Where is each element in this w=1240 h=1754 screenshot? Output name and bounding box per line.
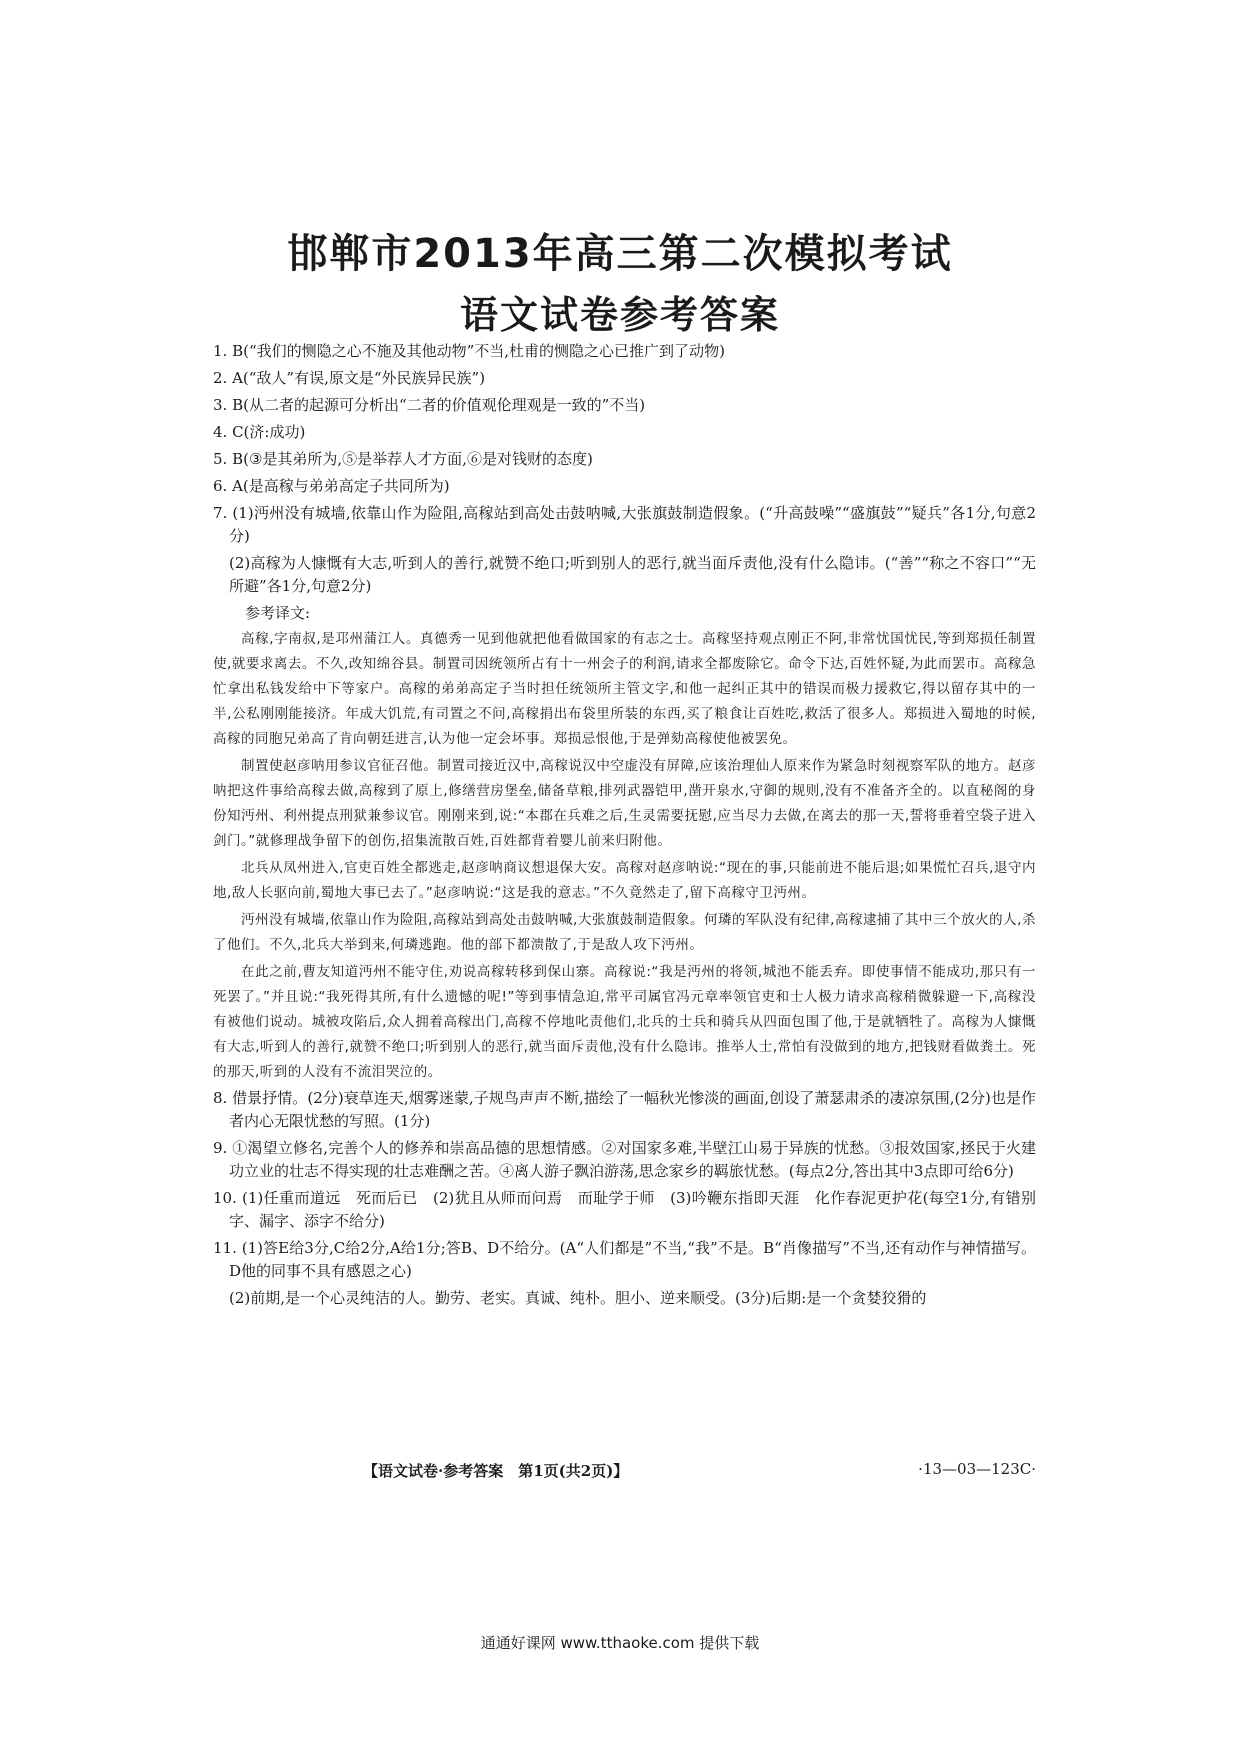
translation-label: 参考译文: xyxy=(245,604,311,622)
answer-subitem: (2)前期,是一个心灵纯洁的人。勤劳、老实。真诚、纯朴。胆小、逆来顺受。(3分)后期:是一个贪婪狡猾的 xyxy=(229,1289,927,1307)
answer-item: 6. A(是高稼与弟弟高定子共同所为) xyxy=(213,477,450,495)
answer-item: 11. (1)答E给3分,C给2分,A给1分;答B、D不给分。(A“人们都是”不当,“我”不是。B“肖像描写”不当,还有动作与神情描写。D他的同事不具有感恩之心) xyxy=(213,1239,1036,1280)
answer-item: 3. B(从二者的起源可分析出“二者的价值观伦理观是一致的”不当) xyxy=(213,396,646,414)
translation-paragraph: 在此之前,曹友知道沔州不能守住,劝说高稼转移到保山寨。高稼说:“我是沔州的将领,城池不能丢弃。即使事情不能成功,那只有一死罢了。”并且说:“我死得其所,有什么遗憾的呢!”等到事情急迫,常平司属官冯元章率领官吏和士人极力请求高稼稍微躲避一下,高稼没有被他们说动。城被攻陷后,众人拥着高稼出门,高稼不停地叱责他们,北兵的士兵和骑兵从四面包围了他,于是就牺牲了。高稼为人慷慨有大志,听到人的善行,就赞不绝口;听到别人的恶行,就当面斥责他,没有什么隐讳。推举人士,常怕有没做到的地方,把钱财看做粪土。死的那天,听到的人没有不流泪哭泣的。 xyxy=(213,964,1036,1080)
answer-key-title: 语文试卷参考答案 xyxy=(459,293,780,337)
answer-item: 5. B(③是其弟所为,⑤是举荐人才方面,⑥是对钱财的态度) xyxy=(213,450,593,468)
download-credit: 通通好课网 www.tthaoke.com 提供下载 xyxy=(480,1634,760,1652)
answer-subitem: (2)高稼为人慷慨有大志,听到人的善行,就赞不绝口;听到别人的恶行,就当面斥责他,没有什么隐讳。(“善”“称之不容口”“无所避”各1分,句意2分) xyxy=(229,554,1036,595)
answer-item: 2. A(“敌人”有误,原文是“外民族异民族”) xyxy=(213,369,486,387)
answer-item: 1. B(“我们的恻隐之心不施及其他动物”不当,杜甫的恻隐之心已推广到了动物) xyxy=(213,342,725,360)
answer-item: 10. (1)任重而道远 死而后已 (2)犹且从师而问焉 而耻学于师 (3)吟鞭东指即天涯 化作春泥更护花(每空1分,有错别字、漏字、添字不给分) xyxy=(213,1189,1036,1230)
translation-paragraph: 制置使赵彦呐用参议官征召他。制置司接近汉中,高稼说汉中空虚没有屏障,应该治理仙人原来作为紧急时刻视察军队的地方。赵彦呐把这件事给高稼去做,高稼到了原上,修缮营房堡垒,储备草粮,排列武器铠甲,凿开泉水,守御的规则,没有不准备齐全的。以直秘阁的身份知沔州、利州提点刑狱兼参议官。刚刚来到,说:“本郡在兵难之后,生灵需要抚慰,应当尽力去做,在离去的那一天,誓将垂着空袋子进入剑门。”就修理战争留下的创伤,招集流散百姓,百姓都背着婴儿前来归附他。 xyxy=(213,758,1036,849)
answer-item: 4. C(济:成功) xyxy=(213,423,306,441)
answer-body xyxy=(213,340,1036,1314)
answer-item: 7. (1)沔州没有城墙,依靠山作为险阻,高稼站到高处击鼓呐喊,大张旗鼓制造假象。(“升高鼓噪”“盛旗鼓”“疑兵”各1分,句意2分) xyxy=(213,504,1036,545)
translation-paragraph: 沔州没有城墙,依靠山作为险阻,高稼站到高处击鼓呐喊,大张旗鼓制造假象。何璘的军队没有纪律,高稼逮捕了其中三个放火的人,杀了他们。不久,北兵大举到来,何璘逃跑。他的部下都溃散了,于是敌人攻下沔州。 xyxy=(213,912,1036,953)
footer-page-info: 【语文试卷·参考答案 第1页(共2页)】 xyxy=(363,1462,629,1480)
footer-code: ·13—03—123C· xyxy=(918,1460,1036,1478)
answer-item: 9. ①渴望立修名,完善个人的修养和崇高品德的思想情感。②对国家多难,半壁江山易于异族的忧愁。③报效国家,拯民于火建功立业的壮志不得实现的壮志难酬之苦。④离人游子飘泊游荡,思念家乡的羁旅忧愁。(每点2分,答出其中3点即可给6分) xyxy=(213,1139,1036,1180)
translation-paragraph: 高稼,字南叔,是邛州蒲江人。真德秀一见到他就把他看做国家的有志之士。高稼坚持观点刚正不阿,非常忧国忧民,等到郑损任制置使,就要求离去。不久,改知绵谷县。制置司因统领所占有十一州会子的利润,请求全都废除它。命令下达,百姓怀疑,为此而罢市。高稼急忙拿出私钱发给中下等家户。高稼的弟弟高定子当时担任统领所主管文字,和他一起纠正其中的错误而极力援救它,得以留存其中的一半,公私刚刚能接济。年成大饥荒,有司置之不问,高稼捐出布袋里所装的东西,买了粮食让百姓吃,救活了很多人。郑损进入蜀地的时候,高稼的同胞兄弟高了肯向朝廷进言,认为他一定会坏事。郑损忌恨他,于是弹劾高稼使他被罢免。 xyxy=(213,631,1036,747)
translation-paragraph: 北兵从凤州进入,官吏百姓全都逃走,赵彦呐商议想退保大安。高稼对赵彦呐说:“现在的事,只能前进不能后退;如果慌忙召兵,退守内地,敌人长驱向前,蜀地大事已去了。”赵彦呐说:“这是我的意志。”不久竟然走了,留下高稼守卫沔州。 xyxy=(213,860,1036,901)
answer-item: 8. 借景抒情。(2分)衰草连天,烟雾迷蒙,子规鸟声声不断,描绘了一幅秋光惨淡的画面,创设了萧瑟肃杀的凄凉氛围,(2分)也是作者内心无限忧愁的写照。(1分) xyxy=(213,1089,1036,1130)
exam-title: 邯郸市2013年高三第二次模拟考试 xyxy=(287,231,953,277)
